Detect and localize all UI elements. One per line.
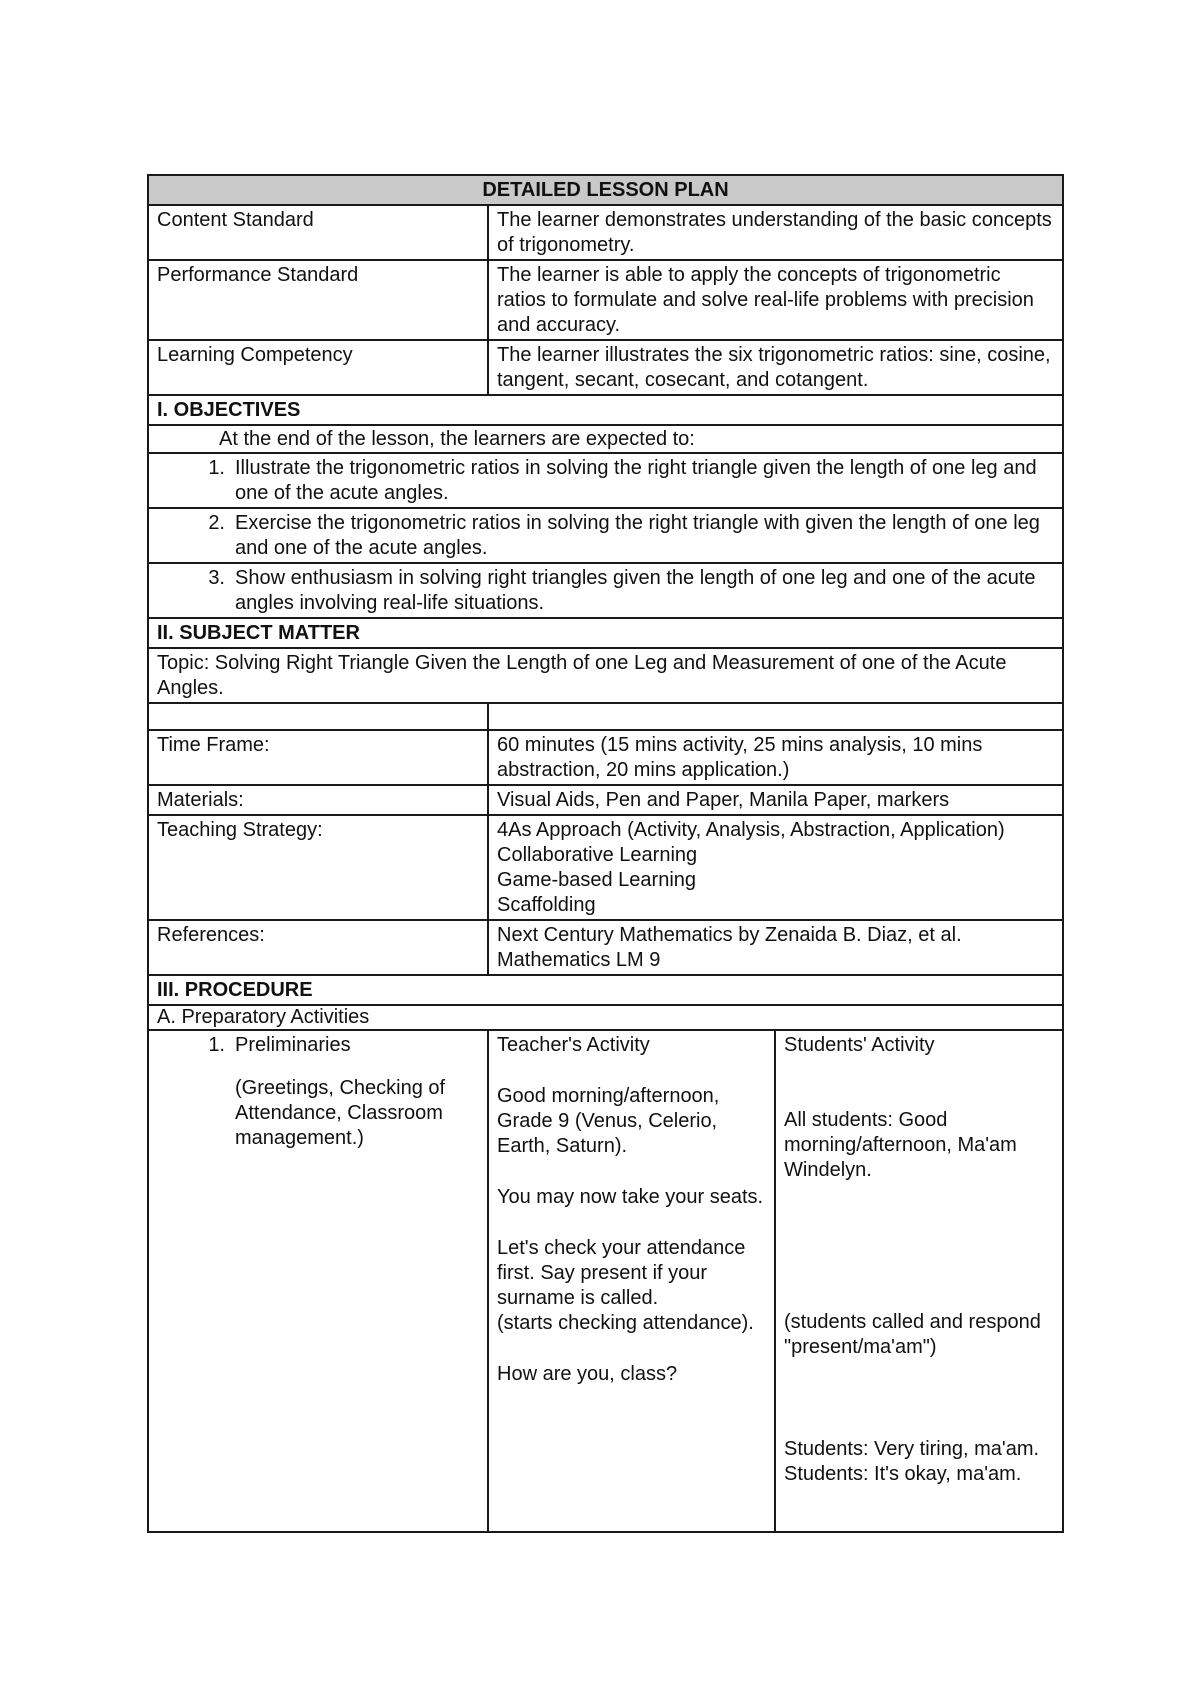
materials-label: Materials: (148, 785, 488, 815)
performance-standard-row (148, 260, 1063, 340)
topic-row (148, 648, 1063, 703)
strategy-line: Game-based Learning (497, 869, 697, 891)
teaching-strategy-label: Teaching Strategy: (148, 815, 488, 920)
students-called: (students called and respond "present/ma'am") (784, 1311, 1041, 1358)
students-activity-cell (775, 1030, 1063, 1532)
objectives-heading-row (148, 395, 1063, 425)
references-row (148, 920, 1063, 975)
materials-value: Visual Aids, Pen and Paper, Manila Paper, markers (488, 785, 1063, 815)
teaching-strategy-row (148, 815, 1063, 920)
preparatory-heading-row (148, 1005, 1063, 1030)
objective-row (148, 508, 1063, 563)
lesson-plan-sheet (147, 174, 1062, 1533)
teacher-activity-header: Teacher's Activity (497, 1034, 650, 1056)
objective-row (148, 563, 1063, 618)
content-standard-label: Content Standard (148, 205, 488, 260)
teacher-greeting: Good morning/afternoon, Grade 9 (Venus, Celerio, Earth, Saturn). (497, 1085, 720, 1157)
preliminaries-cell (148, 1030, 488, 1532)
references-value (488, 920, 1063, 975)
objective-text: Illustrate the trigonometric ratios in solving the right triangle given the length of one leg and one of the acute angles. (235, 457, 1037, 504)
strategy-line: Scaffolding (497, 894, 596, 916)
learning-competency-row (148, 340, 1063, 395)
performance-standard-label: Performance Standard (148, 260, 488, 340)
objective-text: Exercise the trigonometric ratios in solving the right triangle with given the length of one leg and one of the acute angles. (235, 512, 1040, 559)
teacher-attendance: Let's check your attendance first. Say present if your surname is called. (497, 1237, 746, 1309)
time-frame-value: 60 minutes (15 mins activity, 25 mins analysis, 10 mins abstraction, 20 mins application.) (488, 730, 1063, 785)
reference-line: Mathematics LM 9 (497, 949, 661, 971)
objectives-intro-row (148, 425, 1063, 453)
learning-competency-value: The learner illustrates the six trigonometric ratios: sine, cosine, tangent, secant, cosecant, and cotangent. (488, 340, 1063, 395)
subject-matter-heading-row (148, 618, 1063, 648)
time-frame-label: Time Frame: (148, 730, 488, 785)
blank-cell (148, 703, 488, 730)
objectives-heading: I. OBJECTIVES (148, 395, 1063, 425)
teaching-strategy-value (488, 815, 1063, 920)
strategy-line: Collaborative Learning (497, 844, 698, 866)
procedure-heading-row (148, 975, 1063, 1005)
reference-line: Next Century Mathematics by Zenaida B. Diaz, et al. (497, 924, 962, 946)
topic-text: Topic: Solving Right Triangle Given the Length of one Leg and Measurement of one of the Acute Angles. (148, 648, 1063, 703)
blank-row (148, 703, 1063, 730)
performance-standard-value: The learner is able to apply the concepts of trigonometric ratios to formulate and solve real-life problems with precision and accuracy. (488, 260, 1063, 340)
title-row (148, 175, 1063, 205)
preparatory-heading: A. Preparatory Activities (148, 1005, 1063, 1030)
objective-item (157, 456, 1054, 506)
students-activity-header: Students' Activity (784, 1034, 935, 1056)
page-title: DETAILED LESSON PLAN (148, 175, 1063, 205)
teacher-how-are-you: How are you, class? (497, 1363, 678, 1385)
preliminaries-number: 1. (208, 1034, 225, 1056)
lesson-plan-table (147, 174, 1064, 1533)
subject-matter-heading: II. SUBJECT MATTER (148, 618, 1063, 648)
time-frame-row (148, 730, 1063, 785)
teacher-seats: You may now take your seats. (497, 1186, 764, 1208)
learning-competency-label: Learning Competency (148, 340, 488, 395)
preliminaries-title: Preliminaries (235, 1034, 351, 1056)
preliminaries-item (157, 1033, 479, 1151)
references-label: References: (148, 920, 488, 975)
preliminaries-row (148, 1030, 1063, 1532)
objective-number: 3. (208, 567, 225, 589)
objective-item (157, 511, 1054, 561)
objective-text: Show enthusiasm in solving right triangles given the length of one leg and one of the acute angles involving real-life situations. (235, 567, 1036, 614)
strategy-line: 4As Approach (Activity, Analysis, Abstraction, Application) (497, 819, 1005, 841)
content-standard-row (148, 205, 1063, 260)
preliminaries-note: (Greetings, Checking of Attendance, Classroom management.) (235, 1077, 446, 1149)
materials-row (148, 785, 1063, 815)
objective-row (148, 453, 1063, 508)
students-okay: Students: It's okay, ma'am. (784, 1463, 1022, 1485)
teacher-checking: (starts checking attendance). (497, 1312, 754, 1334)
objectives-intro: At the end of the lesson, the learners are expected to: (148, 425, 1063, 453)
content-standard-value: The learner demonstrates understanding of the basic concepts of trigonometry. (488, 205, 1063, 260)
blank-cell (488, 703, 1063, 730)
students-tiring: Students: Very tiring, ma'am. (784, 1438, 1040, 1460)
objective-item (157, 566, 1054, 616)
teacher-activity-cell (488, 1030, 775, 1532)
students-greeting: All students: Good morning/afternoon, Ma'am Windelyn. (784, 1109, 1017, 1181)
objective-number: 2. (208, 512, 225, 534)
objective-number: 1. (208, 457, 225, 479)
procedure-heading: III. PROCEDURE (148, 975, 1063, 1005)
